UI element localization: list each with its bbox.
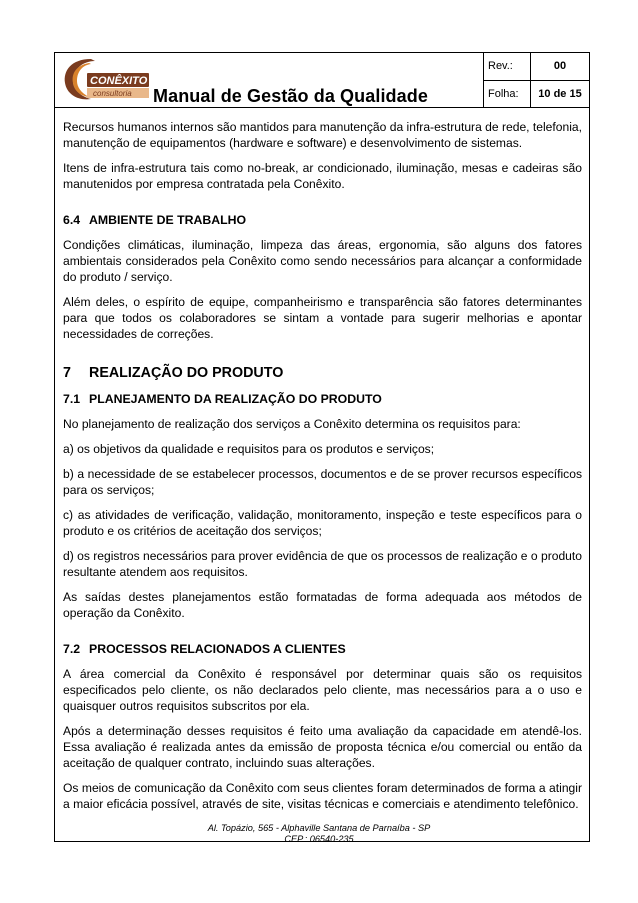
document-body	[63, 119, 582, 821]
section-title: PLANEJAMENTO DA REALIZAÇÃO DO PRODUTO	[89, 392, 382, 406]
list-item: d) os registros necessários para prover evidência de que os processos de realização e o produto resultante atendem aos requisitos.	[63, 549, 582, 579]
document-title: Manual de Gestão da Qualidade	[153, 86, 428, 106]
footer-cep: CEP.: 06540-235	[284, 834, 354, 844]
paragraph: Após a determinação desses requisitos é feito uma avaliação da capacidade em atendê-los. Essa avaliação é realizada antes da emissão de proposta técnica e/ou comercial ou então da aceitação de qualquer contrato, incluindo suas alterações.	[63, 724, 582, 770]
paragraph: Além deles, o espírito de equipe, companheirismo e transparência são fatores determinantes para que todos os colaboradores se sintam a vontade para sugerir melhorias e apontar necessidades de correções.	[63, 295, 582, 341]
rev-label: Rev.:	[484, 53, 531, 80]
paragraph: Os meios de comunicação da Conêxito com seus clientes foram determinados de forma a atingir a maior eficácia possível, através de site, visitas técnicas e comerciais e atendimento telefônico.	[63, 781, 582, 811]
list-item: c) as atividades de verificação, validação, monitoramento, inspeção e teste específicos para o produto e os critérios de aceitação dos serviços;	[63, 508, 582, 538]
folha-value: 10 de 15	[531, 80, 590, 107]
folha-label: Folha:	[484, 80, 531, 107]
paragraph: No planejamento de realização dos serviços a Conêxito determina os requisitos para:	[63, 417, 521, 431]
section-number: 7.1	[63, 392, 81, 406]
logo-subtitle: consultoria	[93, 89, 132, 98]
footer-address: Al. Topázio, 565 - Alphaville Santana de Parnaíba - SP	[207, 823, 431, 833]
section-title: PROCESSOS RELACIONADOS A CLIENTES	[89, 642, 346, 656]
document-header	[55, 53, 589, 108]
revision-table	[483, 53, 589, 107]
paragraph: As saídas destes planejamentos estão formatadas de forma adequada aos métodos de operação da Conêxito.	[63, 590, 582, 620]
section-title: AMBIENTE DE TRABALHO	[89, 213, 247, 227]
paragraph: Itens de infra-estrutura tais como no-break, ar condicionado, iluminação, mesas e cadeiras são manutenidos por empresa contratada pela Conêxito.	[63, 161, 582, 191]
logo-wordmark: CONÊXITO	[90, 75, 148, 87]
section-number: 7.2	[63, 642, 81, 656]
paragraph: Recursos humanos internos são mantidos para manutenção da infra-estrutura de rede, telefonia, manutenção de equipamentos (hardware e software) e desenvolvimento de sistemas.	[63, 120, 582, 150]
paragraph: A área comercial da Conêxito é responsável por determinar quais são os requisitos especificados pelo cliente, os não declarados pelo cliente, mas necessários para a o uso e quaisquer outros requisitos subscritos por ela.	[63, 667, 582, 713]
conexito-logo	[61, 55, 153, 103]
list-item: a) os objetivos da qualidade e requisitos para os produtos e serviços;	[63, 442, 435, 456]
section-title: REALIZAÇÃO DO PRODUTO	[89, 365, 284, 381]
paragraph: Condições climáticas, iluminação, limpeza das áreas, ergonomia, são alguns dos fatores ambientais considerados pela Conêxito como sendo necessários para alcançar a conformidade do produto / serviço.	[63, 238, 582, 284]
chapter-heading-7	[63, 364, 582, 382]
section-heading-7-1	[63, 391, 582, 407]
section-heading-7-2	[63, 641, 582, 657]
section-number: 7	[63, 365, 71, 381]
section-number: 6.4	[63, 213, 81, 227]
page-footer	[0, 823, 638, 845]
section-heading-6-4	[63, 212, 582, 228]
rev-value: 00	[531, 53, 590, 80]
list-item: b) a necessidade de se estabelecer processos, documentos e de se prover recursos específicos para os serviços;	[63, 467, 582, 497]
page-frame	[54, 52, 590, 842]
